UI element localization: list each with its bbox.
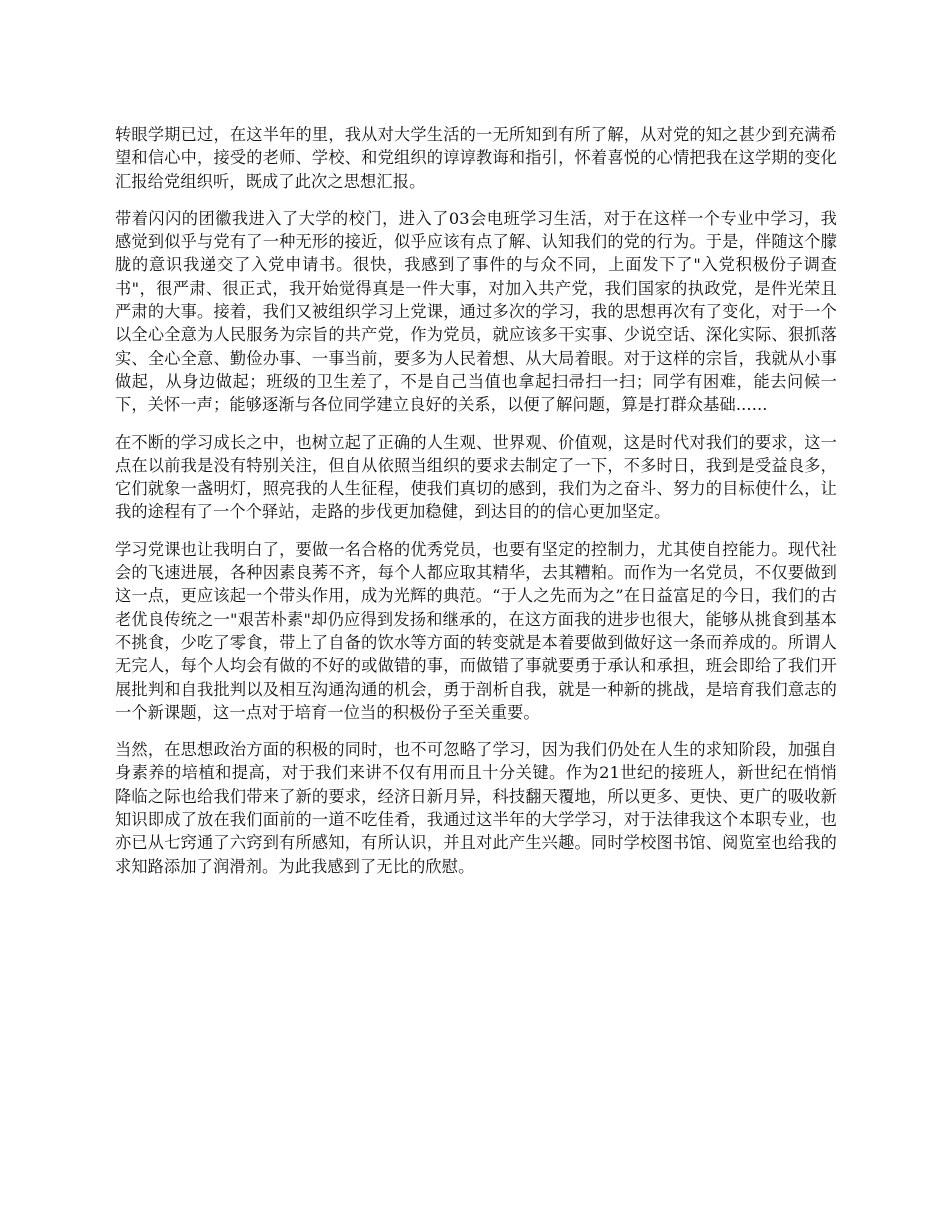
document-body bbox=[115, 123, 837, 892]
paragraph-self-control: 学习党课也让我明白了，要做一名合格的优秀党员，也要有坚定的控制力，尤其使自控能力。现代社会的飞速进展，各种因素良莠不齐，每个人都应取其精华，去其糟粕。而作为一名党员，不仅要做到这一点，更应该起一个带头作用，成为光辉的典范。“于人之先而为之”在日益富足的今日，我们的古老优良传统之一"艰苦朴素"却仍应得到发扬和继承的，在这方面我的进步也很大，能够从挑食到基本不挑食，少吃了零食，带上了自备的饮水等方面的转变就是本着要做到做好这一条而养成的。所谓人无完人，每个人均会有做的不好的或做错的事，而做错了事就要勇于承认和承担，班会即给了我们开展批判和自我批判以及相互沟通沟通的机会，勇于剖析自我，就是一种新的挑战，是培育我们意志的一个新课题，这一点对于培育一位当的积极份子至关重要。 bbox=[115, 539, 837, 722]
paragraph-study: 当然，在思想政治方面的积极的同时，也不可忽略了学习，因为我们仍处在人生的求知阶段，加强自身素养的培植和提高，对于我们来讲不仅有用而且十分关键。作为21世纪的接班人，新世纪在悄悄降临之际也给我们带来了新的要求，经济日新月异，科技翻天覆地，所以更多、更快、更广的吸收新知识即成了放在我们面前的一道不吃佳肴，我通过这半年的大学学习，对于法律我这个本职专业，也亦已从七窍通了六窍到有所感知，有所认识，并且对此产生兴趣。同时学校图书馆、阅览室也给我的求知路添加了润滑剂。为此我感到了无比的欣慰。 bbox=[115, 740, 837, 876]
paragraph-intro: 转眼学期已过，在这半年的里，我从对大学生活的一无所知到有所了解，从对党的知之甚少到充满希望和信心中，接受的老师、学校、和党组织的谆谆教诲和指引，怀着喜悦的心情把我在这学期的变化汇报给党组织听，既成了此次之思想汇报。 bbox=[115, 125, 837, 191]
paragraph-joining-party: 带着闪闪的团徽我进入了大学的校门，进入了03会电班学习生活，对于在这样一个专业中学习，我感觉到似乎与党有了一种无形的接近，似乎应该有点了解、认知我们的党的行为。于是，伴随这个朦胧的意识我递交了入党申请书。很快，我感到了事件的与众不同，上面发下了"入党积极份子调查书"，很严肃、很正式，我开始觉得真是一件大事，对加入共产党，我们国家的执政党，是件光荣且严肃的大事。接着，我们又被组织学习上党课，通过多次的学习，我的思想再次有了变化，对于一个以全心全意为人民服务为宗旨的共产党，作为党员，就应该多干实事、少说空话、深化实际、狠抓落实、全心全意、勤俭办事、一事当前，要多为人民着想、从大局着眼。对于这样的宗旨，我就从小事做起，从身边做起；班级的卫生差了，不是自己当值也拿起扫帚扫一扫；同学有困难，能去问候一下，关怀一声；能够逐渐与各位同学建立良好的关系，以便了解问题，算是打群众基础...... bbox=[115, 208, 837, 415]
paragraph-worldview: 在不断的学习成长之中，也树立起了正确的人生观、世界观、价值观，这是时代对我们的要求，这一点在以前我是没有特别关注，但自从依照当组织的要求去制定了一下，不多时日，我到是受益良多，它们就象一盏明灯，照亮我的人生征程，使我们真切的感到，我们为之奋斗、努力的目标使什么，让我的途程有了一个个驿站，走路的步伐更加稳健，到达目的的信心更加坚定。 bbox=[115, 432, 837, 522]
